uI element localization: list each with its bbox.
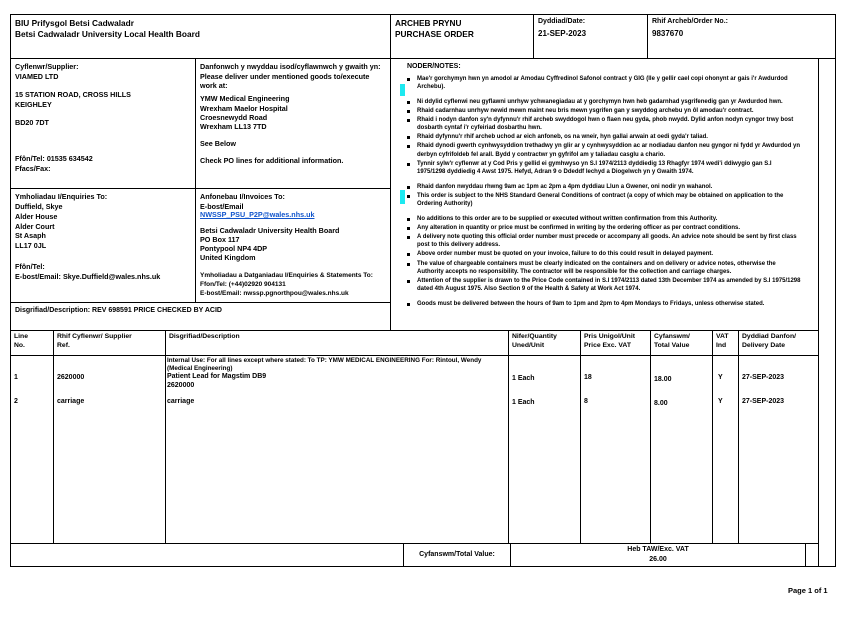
bullet-square-icon: [407, 145, 410, 148]
doc-title-welsh: ARCHEB PRYNU: [395, 18, 462, 28]
row2-supplier-ref: carriage: [57, 398, 85, 405]
column-line: [165, 330, 166, 543]
date-label: Dyddiad/Date:: [538, 18, 586, 25]
note-bullet: [407, 75, 801, 91]
totals-vat-label: Heb TAW/Exc. VAT: [627, 546, 689, 553]
invoices-email-label: E-bost/Email: [200, 202, 244, 211]
note-text: Rhaid dynodi gwerth cynhwysyddion trethadwy yn glir ar y cynhwysyddion ac ar nodiadau danfon neu gyngor ni fydd yr Awdurdod yn derbyn cyfrifoldeb fel arall. Bydd y contractwr yn gyfrifol am y taliadau casglu a chario.: [417, 143, 801, 158]
note-bullet: [407, 224, 801, 232]
date-cell: [533, 14, 648, 59]
note-text: Rhaid danfon nwyddau rhwng 9am ac 1pm ac 2pm a 4pm dyddiau Llun a Gwener, oni nodir yn wahanol.: [417, 183, 713, 190]
order-no-label: Rhif Archeb/Order No.:: [652, 18, 728, 25]
description-line: [15, 307, 222, 316]
invoices-address-line1: Betsi Cadwaladr University Health Board: [200, 226, 340, 235]
row2-total: 8.00: [654, 400, 668, 407]
bullet-square-icon: [407, 280, 410, 283]
supplier-address-line1: 15 STATION ROAD, CROSS HILLS: [15, 90, 131, 99]
enquiries-email-line: [15, 272, 160, 281]
enquiries-line1: Duffield, Skye: [15, 202, 63, 211]
org-name-english: Betsi Cadwaladr University Local Health Board: [15, 29, 200, 39]
left-border-line: [10, 543, 11, 567]
col-header-total: Cyfanswm/: [654, 333, 690, 340]
bullet-square-icon: [407, 253, 410, 256]
col-header-qty-2: Uned/Unit: [512, 342, 545, 349]
note-text: Rhaid cadarnhau unrhyw newid mewn maint neu bris mewn ysgrifen gan y swyddog archebu yn ôl amodau'r contract.: [417, 108, 754, 115]
deliver-to-line1: YMW Medical Engineering: [200, 94, 290, 103]
col-header-delivery-2: Delivery Date: [742, 342, 786, 349]
note-text: Ni ddylid cyflenwi neu gyflawni unrhyw ychwanegiadau at y gorchymyn hwn heb gadarnhad ysgrifenedig gan yr Awdurdod hwn.: [417, 98, 783, 105]
note-text: Goods must be delivered between the hours of 9am to 1pm and 2pm to 4pm Mondays to Fridays, unless otherwise stated.: [417, 300, 765, 307]
note-bullet: [407, 183, 801, 191]
column-line: [580, 330, 581, 543]
enquiries-line5: LL17 0JL: [15, 241, 47, 250]
enquiries-section: [10, 188, 196, 303]
enquiries-email-value: Skye.Duffield@wales.nhs.uk: [62, 272, 161, 281]
bullet-square-icon: [407, 303, 410, 306]
note-text: The value of chargeable containers must be clearly indicated on the containers and on delivery or advice notes, otherwise the Authority accepts no responsibility. The contractor will be responsible for the collection and carriage charges.: [417, 260, 776, 275]
bullet-square-icon: [407, 186, 410, 189]
bullet-square-icon: [407, 163, 410, 166]
bottom-border-line: [10, 566, 836, 567]
cyan-highlight-mark: [400, 84, 405, 96]
note-bullet: [407, 215, 801, 223]
note-bullet: [407, 260, 801, 276]
supplier-phone-label: Ffôn/Tel:: [15, 154, 45, 163]
invoices-address-line3: Pontypool NP4 4DP: [200, 244, 268, 253]
supplier-phone-value: 01535 634542: [46, 154, 93, 163]
bullet-square-icon: [407, 110, 410, 113]
note-text: Rhaid dyfynnu'r rhif archeb uchod ar eich anfoneb, os na wneir, hyn gallai arwain at oedi gyda'r taliad.: [417, 134, 708, 141]
enquiries-line3: Alder Court: [15, 222, 55, 231]
col-header-line-no: Line: [14, 333, 28, 340]
enquiries-line4: St Asaph: [15, 231, 46, 240]
column-line: [508, 330, 509, 543]
note-bullet: [407, 116, 801, 132]
bullet-square-icon: [407, 195, 410, 198]
col-header-supplier-ref-2: Ref.: [57, 342, 70, 349]
row2-qty: 1 Each: [512, 399, 535, 406]
note-text: Rhaid i nodyn danfon sy'n dyfynnu'r rhif archeb swyddogol hwn o flaen neu gyda, phob nwydd. Dylid anfon nodyn cyngor trwy bost dosbarth cyntaf i'r cyfeiriad dosbarthu hwn.: [417, 117, 794, 132]
page-number: Page 1 of 1: [788, 586, 828, 595]
order-no-cell: [647, 14, 836, 59]
note-bullet: [407, 107, 801, 115]
description-label: Disgrifiad/Description:: [15, 307, 91, 314]
bullet-square-icon: [407, 227, 410, 230]
row2-line-no: 2: [14, 398, 18, 405]
invoices-section: [195, 188, 391, 303]
notes-section: [390, 58, 819, 331]
note-text: Mae'r gorchymyn hwn yn amodol ar Amodau Cyffredinol Safonol contract y GIG (lle y gellir cael copi ohonynt ar gais i'r Awdurdod Archebu).: [417, 75, 788, 90]
invoices-label: Anfonebau I/Invoices To:: [200, 192, 285, 201]
deliver-to-label: Danfonwch y nwyddau isod/cyflawnwch y gwaith yn: Please deliver under mentioned goods to/execute work at:: [200, 62, 381, 90]
deliver-to-line3: Croesnewydd Road: [200, 113, 268, 122]
column-line: [53, 330, 54, 543]
note-text: This order is subject to the NHS Standard General Conditions of contract (a copy of which may be obtained on application to the Ordering Authority): [417, 192, 784, 207]
totals-label-cell: [403, 543, 511, 567]
supplier-address-line2: KEIGHLEY: [15, 100, 52, 109]
note-text: Tynnir sylw'r cyflenwr at y Cod Pris y gellid ei gymhwyso yn S.I 1974/2113 dyddiedig 13 Rhagfyr 1974 wedi'i ddiwygio gan S.I 1975/1298 dyddiedig 4 Awst 1975. Hefyd, Adran 9 o Ddeddf Iechyd a Diogelwch yn y Gwaith 1974.: [417, 160, 772, 175]
supplier-section: [10, 58, 196, 189]
row1-delivery-date: 27-SEP-2023: [742, 374, 785, 381]
invoices-email-link[interactable]: NWSSP_PSU_P2P@wales.nhs.uk: [200, 210, 315, 219]
supplier-phone-line: [15, 154, 93, 163]
totals-value-cell: [510, 543, 806, 567]
bullet-square-icon: [407, 136, 410, 139]
column-line: [650, 330, 651, 543]
col-header-line-no-2: No.: [14, 342, 25, 349]
doc-title-english: PURCHASE ORDER: [395, 29, 474, 39]
table-header-divider: [10, 355, 818, 356]
col-header-qty: Nifer/Quantity: [512, 333, 557, 340]
row1-description: Patient Lead for Magstim DB9: [167, 373, 267, 380]
note-text: Attention of the supplier is drawn to the Price Code contained in S.I 1974/2113 dated 13th December 1974 as amended by S.I 1975/1298 dated 4th August 1975. Also Section 9 of the Health & Safety at Work Act 1974.: [417, 277, 801, 292]
bullet-square-icon: [407, 101, 410, 104]
org-name-welsh: BIU Prifysgol Betsi Cadwaladr: [15, 18, 134, 28]
enquiries-line2: Alder House: [15, 212, 58, 221]
totals-value: 26.00: [649, 556, 667, 563]
row1-line-no: 1: [14, 374, 18, 381]
col-header-vat-2: Ind: [716, 342, 727, 349]
row1-qty: 1 Each: [512, 375, 535, 382]
deliver-to-note: Check PO lines for additional information.: [200, 156, 344, 165]
enquiries-label: Ymholiadau I/Enquiries To:: [15, 192, 108, 201]
order-no-value: 9837670: [652, 29, 684, 38]
note-bullet: [407, 277, 801, 293]
note-bullet: [407, 250, 801, 258]
invoices-phone: Ffon/Tel: (+44)02920 904131: [200, 281, 286, 288]
notes-title: NODER/NOTES:: [407, 63, 461, 70]
supplier-postcode: BD20 7DT: [15, 118, 49, 127]
note-bullet: [407, 98, 801, 106]
description-value: REV 698591 PRICE CHECKED BY ACID: [92, 307, 222, 314]
deliver-to-section: [195, 58, 391, 189]
invoices-email2: E-bost/Email: nwssp.pgnorthpou@wales.nhs.uk: [200, 290, 349, 297]
invoices-address-line4: United Kingdom: [200, 253, 256, 262]
bullet-square-icon: [407, 218, 410, 221]
supplier-label: Cyflenwr/Supplier:: [15, 62, 79, 71]
col-header-vat: VAT: [716, 333, 729, 340]
internal-use-note: Internal Use: For all lines except where stated: To TP: YMW MEDICAL ENGINEERING For: Rintoul, Wendy (Medical Engineering): [167, 357, 482, 373]
doc-title-cell: [390, 14, 534, 59]
deliver-to-line2: Wrexham Maelor Hospital: [200, 104, 288, 113]
col-header-delivery: Dyddiad Danfon/: [742, 333, 796, 340]
supplier-name: VIAMED LTD: [15, 72, 59, 81]
column-line: [712, 330, 713, 543]
date-value: 21-SEP-2023: [538, 29, 587, 38]
note-bullet: [407, 133, 801, 141]
statements-label: Ymholiadau a Datganiadau I/Enquiries & Statements To:: [200, 272, 373, 279]
supplier-fax-label: Ffacs/Fax:: [15, 164, 51, 173]
note-bullet: [407, 160, 801, 176]
row2-vat-ind: Y: [718, 398, 723, 405]
row1-vat-ind: Y: [718, 374, 723, 381]
note-text: A delivery note quoting this official order number must precede or accompany all goods. An advice note should be sent by first class post to this delivery address.: [417, 234, 797, 249]
note-bullet: [407, 142, 801, 158]
bullet-square-icon: [407, 236, 410, 239]
row2-description: carriage: [167, 398, 195, 405]
col-header-unit-price-2: Price Exc. VAT: [584, 342, 631, 349]
col-header-unit-price: Pris Unigol/Unit: [584, 333, 635, 340]
enquiries-email-label: E-bost/Email:: [15, 272, 61, 281]
bullet-square-icon: [407, 78, 410, 81]
col-header-description: Disgrifiad/Description: [169, 333, 240, 340]
org-header-cell: [10, 14, 391, 59]
row2-delivery-date: 27-SEP-2023: [742, 398, 785, 405]
note-bullet: [407, 300, 801, 308]
enquiries-phone-label: Ffôn/Tel:: [15, 262, 45, 271]
column-line: [738, 330, 739, 543]
totals-label: Cyfanswm/Total Value:: [419, 551, 495, 558]
col-header-total-2: Total Value: [654, 342, 690, 349]
col-header-supplier-ref: Rhif Cyflenwr/ Supplier: [57, 333, 132, 340]
row1-supplier-ref: 2620000: [57, 374, 85, 381]
bullet-square-icon: [407, 119, 410, 122]
deliver-to-see-below: See Below: [200, 139, 236, 148]
deliver-to-line4: Wrexham LL13 7TD: [200, 122, 267, 131]
row1-description-line2: 2620000: [167, 382, 195, 389]
cyan-highlight-mark: [400, 190, 405, 204]
invoices-address-line2: PO Box 117: [200, 235, 240, 244]
description-row: [10, 302, 391, 331]
row2-unit-price: 8: [584, 398, 588, 405]
right-margin-strip: [818, 58, 836, 567]
row1-unit-price: 18: [584, 374, 592, 381]
note-text: No additions to this order are to be supplied or executed without written confirmation from this Authority.: [417, 216, 718, 223]
row1-total: 18.00: [654, 376, 672, 383]
note-text: Any alteration in quantity or price must be confirmed in writing by the ordering officer as per contract conditions.: [417, 225, 741, 232]
note-text: Above order number must be quoted on your invoice, failure to do this could result in delayed payment.: [417, 251, 714, 258]
note-bullet: [407, 233, 801, 249]
notes-bullet-list: [407, 75, 801, 308]
note-bullet: [407, 192, 801, 208]
bullet-square-icon: [407, 263, 410, 266]
